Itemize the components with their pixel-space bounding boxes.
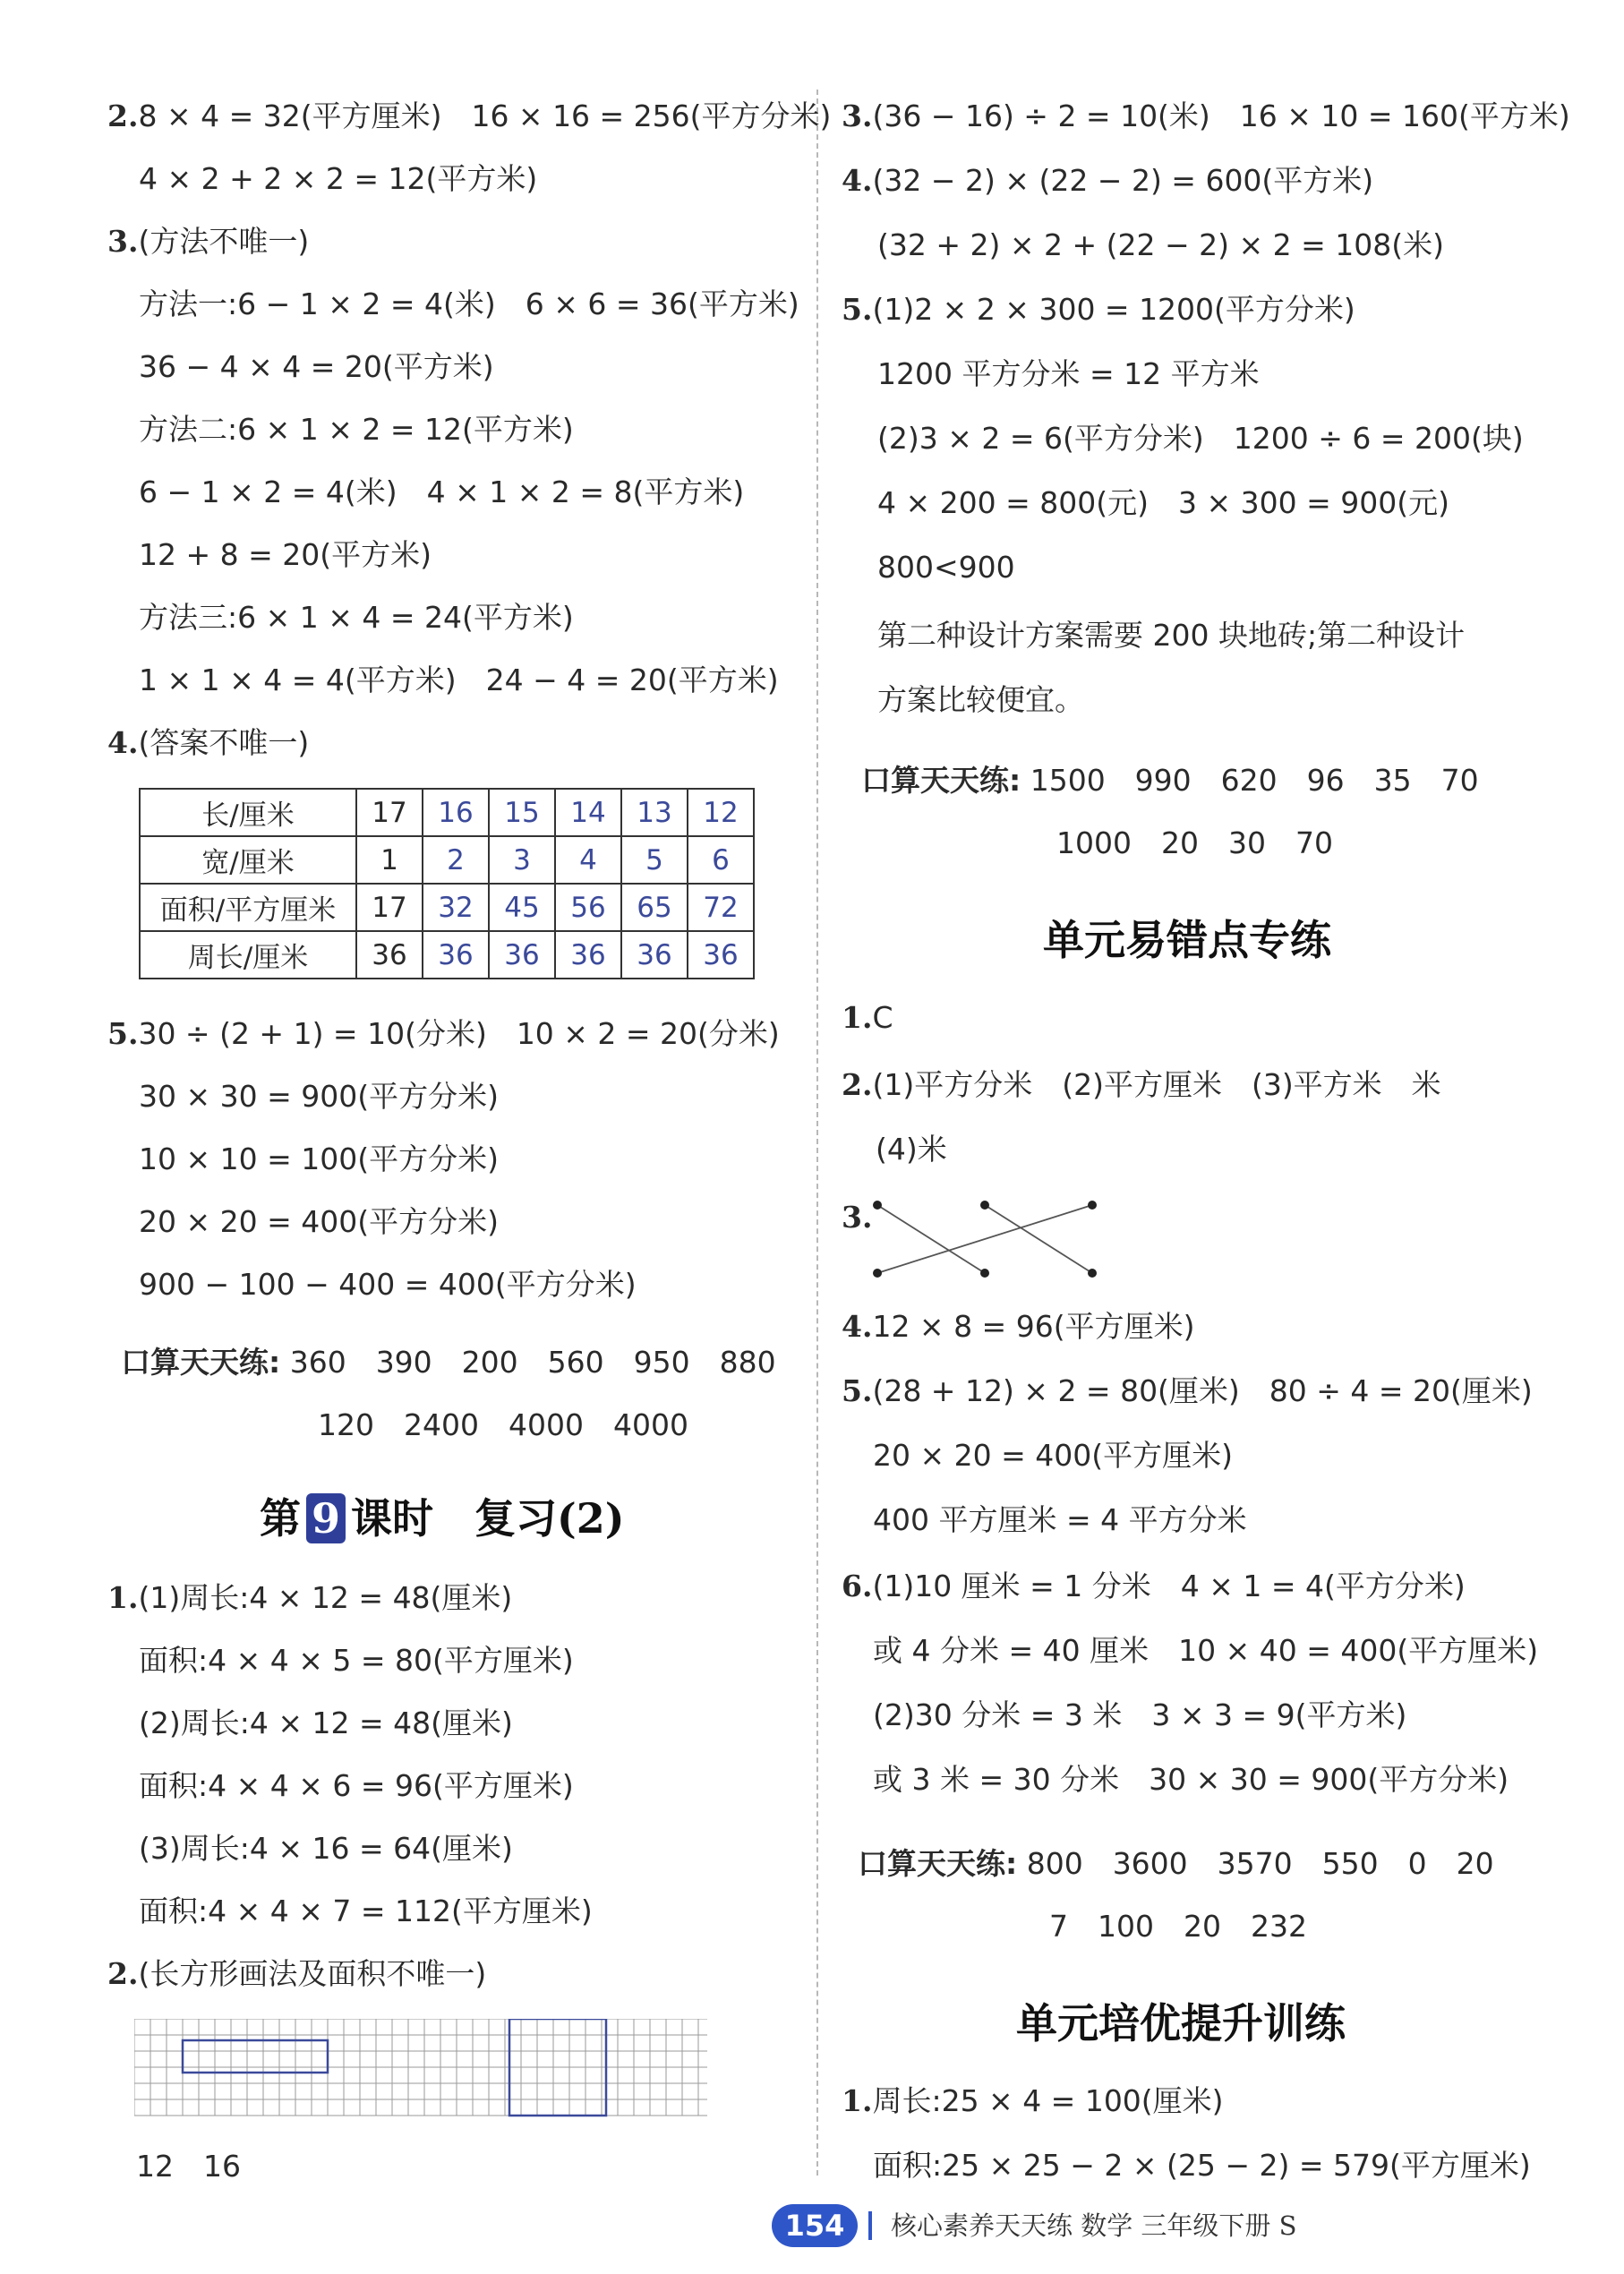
question-number: 4. (842, 1309, 873, 1344)
page-number: 154 (772, 2204, 858, 2247)
right-kousuan1-line2 (1056, 825, 1333, 861)
question-number: 3. (107, 224, 139, 259)
line-text: 4 × 2 + 2 × 2 = 12(平方米) (139, 161, 538, 196)
table-cell: 72 (688, 884, 754, 931)
right-e-q2-line2 (876, 1132, 947, 1167)
table-row (140, 789, 754, 836)
line-text: 第二种设计方案需要 200 块地砖;第二种设计 (877, 618, 1466, 653)
answer-table (139, 788, 755, 979)
line-text: 400 平方厘米 = 4 平方分米 (873, 1502, 1247, 1537)
table-cell: 3 (489, 836, 555, 884)
left-q2-line1 (107, 98, 831, 134)
table-cell: 36 (356, 931, 423, 979)
grid-drawing (134, 2019, 712, 2119)
line-text: (2)周长:4 × 12 = 48(厘米) (139, 1706, 513, 1740)
matching-lines (868, 1191, 1110, 1289)
line-text: 或 3 米 = 30 分米 30 × 30 = 900(平方分米) (873, 1762, 1509, 1797)
line-text: 面积:4 × 4 × 6 = 96(平方厘米) (139, 1768, 574, 1803)
right-kousuan2-line2 (1049, 1909, 1307, 1945)
line-text: (2)3 × 2 = 6(平方分米) 1200 ÷ 6 = 200(块) (877, 421, 1524, 456)
right-q5-line (877, 356, 1260, 392)
kousuan-values: 1500 990 620 96 35 70 (1030, 763, 1479, 798)
question-number: 5. (842, 292, 873, 327)
section-title-errors: 单元易错点专练 (1043, 916, 1331, 964)
table-row (140, 836, 754, 884)
right-a-q1 (842, 2083, 1224, 2119)
table-cell: 36 (621, 931, 688, 979)
right-e-q6-line (873, 1762, 1509, 1798)
question-number: 3. (842, 98, 873, 133)
left-q5-line1 (107, 1016, 780, 1052)
left-q4-header (107, 725, 309, 761)
question-number: 3. (842, 1200, 873, 1235)
right-q4-line1 (842, 163, 1373, 199)
table-cell: 36 (423, 931, 489, 979)
question-number: 5. (842, 1373, 873, 1408)
table-cell: 16 (423, 789, 489, 836)
section-title-advanced: 单元培优提升训练 (1016, 1999, 1346, 2047)
table-cell: 2 (423, 836, 489, 884)
line-text: (1)周长:4 × 12 = 48(厘米) (138, 1580, 513, 1615)
lesson-number-badge: 9 (306, 1493, 346, 1543)
line-text: (32 + 2) × 2 + (22 − 2) × 2 = 108(米) (877, 227, 1444, 262)
question-number: 4. (107, 725, 139, 760)
line-text: (36 − 16) ÷ 2 = 10(米) 16 × 10 = 160(平方米) (872, 98, 1570, 133)
table-cell: 56 (555, 884, 621, 931)
left-q2-line2 (139, 161, 537, 197)
right-e-q1 (842, 1000, 893, 1036)
line-text: (3)周长:4 × 16 = 64(厘米) (139, 1831, 513, 1866)
line-text: 12 + 8 = 20(平方米) (139, 537, 432, 572)
left-q3-method3 (139, 600, 574, 636)
grid-area-answers (136, 2149, 241, 2184)
left-q3-line (139, 663, 779, 698)
left-q5-line (139, 1141, 499, 1177)
left-q3-line (139, 537, 432, 573)
right-q5-line (877, 618, 1465, 654)
line-text: (答案不唯一) (138, 725, 310, 760)
title-suffix: 课时 复习(2) (351, 1494, 625, 1543)
line-text: (1)2 × 2 × 300 = 1200(平方分米) (872, 292, 1355, 327)
left-q3-header (107, 224, 309, 260)
left-q5-line (139, 1079, 499, 1115)
table-cell: 4 (555, 836, 621, 884)
left-l9-line (139, 1706, 513, 1741)
footer-text: 核心素养天天练 数学 三年级下册 S (891, 2210, 1297, 2241)
line-text: 面积:25 × 25 − 2 × (25 − 2) = 579(平方厘米) (873, 2148, 1531, 2183)
question-number: 1. (842, 1000, 873, 1035)
kousuan-values: 1000 20 30 70 (1056, 825, 1333, 860)
left-l9-line (139, 1831, 513, 1867)
table-row (140, 931, 754, 979)
right-e-q4 (842, 1309, 1194, 1345)
table-cell: 32 (423, 884, 489, 931)
left-q3-method1 (139, 286, 799, 322)
line-text: 方法三:6 × 1 × 4 = 24(平方米) (139, 600, 574, 635)
line-text: (32 − 2) × (22 − 2) = 600(平方米) (872, 163, 1374, 198)
right-e-q5-line (873, 1502, 1247, 1538)
row-header: 长/厘米 (140, 789, 356, 836)
left-l9-q1 (107, 1580, 512, 1616)
right-e-q6-line (873, 1633, 1538, 1669)
line-text: (方法不唯一) (138, 224, 310, 259)
table-cell: 5 (621, 836, 688, 884)
right-e-q6 (842, 1569, 1466, 1604)
line-text: 12 × 8 = 96(平方厘米) (872, 1309, 1195, 1344)
row-header: 面积/平方厘米 (140, 884, 356, 931)
kousuan-values: 7 100 20 232 (1049, 1909, 1307, 1944)
table-cell: 45 (489, 884, 555, 931)
line-text: C (872, 1000, 893, 1035)
right-kousuan2-line1 (858, 1846, 1494, 1882)
table-cell: 36 (688, 931, 754, 979)
right-kousuan1-line1 (861, 763, 1479, 799)
question-number: 5. (107, 1016, 139, 1051)
line-text: 1200 平方分米 = 12 平方米 (877, 356, 1260, 391)
left-q5-line (139, 1267, 637, 1303)
right-q3 (842, 98, 1570, 134)
line-text: 30 × 30 = 900(平方分米) (139, 1079, 499, 1114)
table-cell: 15 (489, 789, 555, 836)
right-a-q1-line2 (873, 2148, 1531, 2184)
left-q5-line (139, 1204, 499, 1240)
right-e-q2 (842, 1067, 1441, 1103)
question-number: 1. (842, 2083, 873, 2118)
line-text: (1)平方分米 (2)平方厘米 (3)平方米 米 (872, 1067, 1441, 1102)
left-l9-line (139, 1643, 574, 1679)
line-text: (长方形画法及面积不唯一) (138, 1956, 487, 1991)
table-cell: 14 (555, 789, 621, 836)
line-text: 周长:25 × 4 = 100(厘米) (872, 2083, 1224, 2118)
line-text: 方法二:6 × 1 × 2 = 12(平方米) (139, 412, 574, 447)
table-cell: 36 (489, 931, 555, 979)
table-cell: 1 (356, 836, 423, 884)
line-text: (4)米 (876, 1132, 947, 1167)
line-text: 20 × 20 = 400(平方分米) (139, 1204, 499, 1239)
line-text: 20 × 20 = 400(平方厘米) (873, 1438, 1233, 1473)
right-q5-line (877, 485, 1449, 521)
question-number: 2. (107, 98, 139, 133)
line-text: (1)10 厘米 = 1 分米 4 × 1 = 4(平方分米) (872, 1569, 1466, 1603)
kousuan-values: 800 3600 3570 550 0 20 (1026, 1846, 1494, 1881)
question-number: 6. (842, 1569, 873, 1603)
line-text: 方案比较便宜。 (877, 682, 1084, 717)
footer-separator (868, 2211, 872, 2240)
right-q5-line (877, 682, 1084, 718)
line-text: 10 × 10 = 100(平方分米) (139, 1141, 499, 1176)
line-text: (28 + 12) × 2 = 80(厘米) 80 ÷ 4 = 20(厘米) (872, 1373, 1533, 1408)
table-cell: 12 (688, 789, 754, 836)
table-cell: 65 (621, 884, 688, 931)
line-text: 8 × 4 = 32(平方厘米) 16 × 16 = 256(平方分米) (138, 98, 832, 133)
line-text: 12 16 (136, 2149, 241, 2184)
right-e-q6-line (873, 1697, 1406, 1733)
title-prefix: 第 (260, 1494, 301, 1543)
kousuan-label: 口算天天练: (858, 1846, 1018, 1881)
question-number: 2. (842, 1067, 873, 1102)
table-row (140, 884, 754, 931)
line-text: 面积:4 × 4 × 7 = 112(平方厘米) (139, 1894, 593, 1928)
left-kousuan-line1 (121, 1345, 776, 1381)
line-text: 方法一:6 − 1 × 2 = 4(米) 6 × 6 = 36(平方米) (139, 286, 799, 321)
section-title-lesson9 (260, 1493, 625, 1543)
rectangle-12 (183, 2040, 328, 2073)
question-number: 4. (842, 163, 873, 198)
row-header: 宽/厘米 (140, 836, 356, 884)
line-text: 4 × 200 = 800(元) 3 × 300 = 900(元) (877, 485, 1449, 520)
right-q4-line2 (877, 227, 1444, 263)
left-q3-line (139, 474, 744, 510)
table-cell: 13 (621, 789, 688, 836)
left-q3-line (139, 349, 494, 385)
right-e-q5 (842, 1373, 1533, 1409)
table-cell: 17 (356, 789, 423, 836)
line-text: 6 − 1 × 2 = 4(米) 4 × 1 × 2 = 8(平方米) (139, 474, 745, 509)
left-kousuan-line2 (318, 1407, 688, 1443)
kousuan-label: 口算天天练: (861, 763, 1021, 798)
left-l9-line (139, 1894, 593, 1929)
line-text: 900 − 100 − 400 = 400(平方分米) (139, 1267, 637, 1302)
column-divider (816, 90, 818, 2176)
table-cell: 17 (356, 884, 423, 931)
question-number: 2. (107, 1956, 139, 1991)
line-text: 36 − 4 × 4 = 20(平方米) (139, 349, 494, 384)
left-q3-method2 (139, 412, 574, 448)
kousuan-label: 口算天天练: (121, 1345, 281, 1380)
right-q5-line (877, 550, 1015, 586)
line-text: 30 ÷ (2 + 1) = 10(分米) 10 × 2 = 20(分米) (138, 1016, 780, 1051)
line-text: 面积:4 × 4 × 5 = 80(平方厘米) (139, 1643, 574, 1678)
right-q5-line (877, 421, 1524, 457)
row-header: 周长/厘米 (140, 931, 356, 979)
right-q5-line1 (842, 292, 1355, 328)
kousuan-values: 360 390 200 560 950 880 (289, 1345, 776, 1380)
grid-lines (134, 2019, 707, 2116)
line-text: 或 4 分米 = 40 厘米 10 × 40 = 400(平方厘米) (873, 1633, 1539, 1668)
left-l9-q2 (107, 1956, 486, 1992)
line-text: (2)30 分米 = 3 米 3 × 3 = 9(平方米) (873, 1697, 1407, 1732)
table-cell: 36 (555, 931, 621, 979)
table-cell: 6 (688, 836, 754, 884)
line-text: 800<900 (877, 550, 1015, 585)
line-text: 1 × 1 × 4 = 4(平方米) 24 − 4 = 20(平方米) (139, 663, 779, 697)
question-number: 1. (107, 1580, 139, 1615)
right-e-q5-line (873, 1438, 1233, 1474)
left-l9-line (139, 1768, 574, 1804)
kousuan-values: 120 2400 4000 4000 (318, 1407, 688, 1442)
